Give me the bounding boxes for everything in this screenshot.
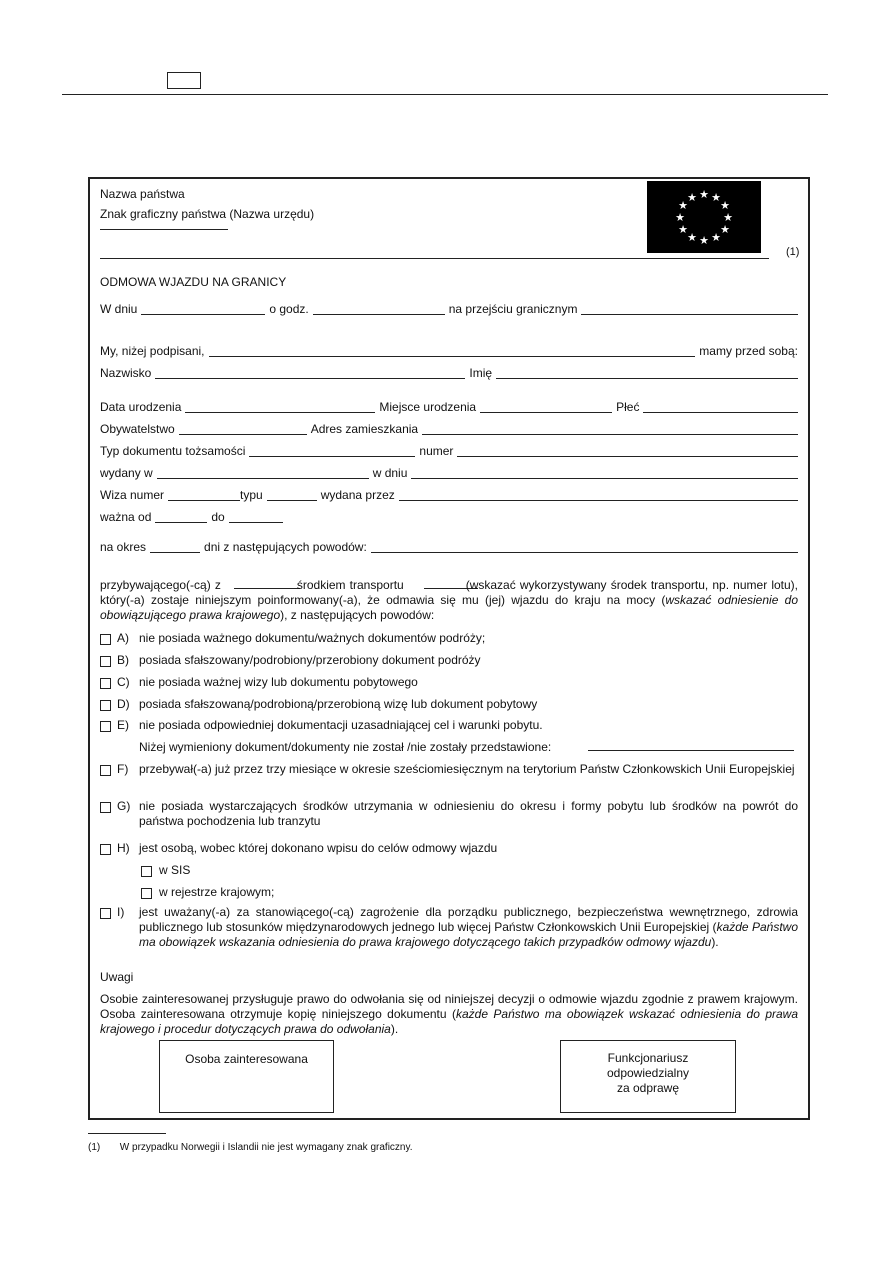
footnote [88, 1142, 413, 1154]
checkbox-b[interactable] [100, 656, 111, 667]
surname-field[interactable] [155, 367, 465, 379]
header-rule [62, 94, 828, 95]
address-label: Adres zamieszkania [310, 422, 419, 436]
reason-c-text: nie posiada ważnej wizy lub dokumentu pobytowego [139, 675, 418, 689]
footnote-ref: (1) [786, 246, 800, 258]
checkbox-c[interactable] [100, 678, 111, 689]
appeal-paragraph [100, 992, 798, 1037]
doc-number-field[interactable] [457, 445, 798, 457]
address-field[interactable] [422, 423, 798, 435]
row-period [100, 540, 798, 555]
visa-issuer-label: wydana przez [320, 488, 395, 502]
signed-field[interactable] [209, 345, 696, 357]
valid-to-field[interactable] [229, 511, 283, 523]
on-day-label: W dniu [100, 302, 138, 316]
citizenship-field[interactable] [179, 423, 307, 435]
crossing-field[interactable] [581, 303, 798, 315]
visa-number-field[interactable] [168, 489, 240, 501]
svg-text:★: ★ [687, 191, 697, 204]
issued-in-label: wydany w [100, 466, 153, 480]
reason-g-letter: G) [117, 799, 131, 813]
arrival-paragraph [100, 578, 798, 623]
transport-label: środkiem transportu [296, 578, 404, 592]
row-valid [100, 510, 300, 525]
svg-text:★: ★ [699, 234, 709, 247]
checkbox-f[interactable] [100, 765, 111, 776]
reason-i-end: ). [711, 935, 719, 949]
state-emblem-label: Znak graficzny państwa (Nazwa urzędu) [100, 207, 315, 221]
checkbox-h-sis[interactable] [141, 866, 152, 877]
signed-label: My, niżej podpisani, [100, 344, 205, 358]
svg-text:★: ★ [678, 199, 688, 212]
before-us-label: mamy przed sobą: [699, 344, 798, 358]
signature-officer-label-1: Funkcjonariusz [607, 1051, 689, 1065]
signature-officer-label-2: odpowiedzialny [606, 1066, 690, 1080]
row-date [100, 302, 798, 317]
row-citizen [100, 422, 798, 437]
date-field[interactable] [141, 303, 265, 315]
emblem-line [100, 229, 228, 230]
checkbox-h[interactable] [100, 844, 111, 855]
signature-officer-label-3: za odprawę [616, 1081, 680, 1095]
reason-i-italic: każde Państwo ma obowiązek wskazania odniesienia do prawa krajowego dotyczącego takich przypadków odmowy wjazdu [139, 920, 798, 949]
citizenship-label: Obywatelstwo [100, 422, 175, 436]
period-label: na okres [100, 540, 147, 554]
reason-a-text: nie posiada ważnego dokumentu/ważnych dokumentów podróży; [139, 631, 486, 645]
signature-person-box[interactable] [159, 1040, 334, 1113]
sex-field[interactable] [643, 401, 798, 413]
appeal-end: ). [390, 1022, 399, 1036]
issued-on-field[interactable] [411, 467, 798, 479]
visa-type-field[interactable] [267, 489, 317, 501]
h-sis-label: w SIS [159, 863, 191, 877]
footnote-rule [88, 1133, 166, 1134]
surname-label: Nazwisko [100, 366, 152, 380]
reason-e-letter: E) [117, 718, 129, 732]
missing-documents-field[interactable] [588, 750, 794, 751]
form-title: ODMOWA WJAZDU NA GRANICY [100, 275, 287, 289]
period-field[interactable] [150, 541, 200, 553]
doc-type-label: Typ dokumentu tożsamości [100, 444, 246, 458]
first-name-label: Imię [469, 366, 493, 380]
svg-text:★: ★ [720, 199, 730, 212]
reasons-field[interactable] [371, 541, 798, 553]
reason-i-letter: I) [117, 905, 125, 919]
row-visa [100, 488, 798, 503]
reason-b-text: posiada sfałszowany/podrobiony/przerobiony dokument podróży [139, 653, 481, 667]
svg-text:★: ★ [678, 223, 688, 236]
signature-person-label: Osoba zainteresowana [185, 1052, 308, 1066]
row-issued [100, 466, 798, 481]
checkbox-d[interactable] [100, 700, 111, 711]
reason-i-main: jest uważany(-a) za stanowiącego(-cą) zagrożenie dla porządku publicznego, bezpieczeństwa wewnętrznego, zdrowia publicznego lub stosunków międzynarodowych jednego lub więcej Państw Członkowskich Unii Europejskiej ( [139, 905, 798, 934]
checkbox-e[interactable] [100, 721, 111, 732]
checkbox-a[interactable] [100, 634, 111, 645]
reason-c-letter: C) [117, 675, 130, 689]
missing-documents-label: Niżej wymieniony dokument/dokumenty nie został /nie zostały przedstawione: [139, 740, 552, 754]
page-number-box [167, 72, 201, 89]
svg-text:★: ★ [723, 211, 733, 224]
row-doc [100, 444, 798, 459]
reason-g-text: nie posiada wystarczających środków utrzymania w odniesieniu do okresu i formy pobytu lub środków na powrót do państwa pochodzenia lub tranzytu [139, 799, 798, 828]
svg-text:★: ★ [687, 231, 697, 244]
appeal-text: Osobie zainteresowanej przysługuje prawo do odwołania się od niniejszej decyzji o odmowie wjazdu zgodnie z prawem krajowym. Osoba zainteresowana otrzymuje kopię niniejszego dokumentu ( [100, 992, 798, 1021]
hour-label: o godz. [269, 302, 309, 316]
arrival-text: (wskazać wykorzystywany środek transportu, np. numer lotu), który(-a) zostaje niniejszym poinformowany(-a), że odmawia się mu (jej) wjazdu do kraju na mocy ( [100, 578, 799, 607]
reason-e-text: nie posiada odpowiedniej dokumentacji uzasadniającej cel i warunki pobytu. [139, 718, 543, 732]
legal-reference-italic: wskazać odniesienie do obowiązującego prawa krajowego [100, 593, 798, 622]
arrival-end: ), z następujących powodów: [280, 608, 435, 622]
svg-text:★: ★ [720, 223, 730, 236]
row-name [100, 366, 798, 381]
footnote-marker: (1) [88, 1142, 101, 1153]
checkbox-h-national[interactable] [141, 888, 152, 899]
reason-h-letter: H) [117, 841, 130, 855]
svg-text:★: ★ [711, 191, 721, 204]
checkbox-i[interactable] [100, 908, 111, 919]
state-name-label: Nazwa państwa [100, 187, 185, 201]
reason-a-letter: A) [117, 631, 129, 645]
birth-date-label: Data urodzenia [100, 400, 182, 414]
doc-number-label: numer [419, 444, 454, 458]
svg-text:★: ★ [711, 231, 721, 244]
sex-label: Płeć [616, 400, 640, 414]
row-signed [100, 344, 798, 359]
reason-h-text: jest osobą, wobec której dokonano wpisu do celów odmowy wjazdu [139, 841, 498, 855]
reason-b-letter: B) [117, 653, 129, 667]
arrival-from-label: przybywającego(-cą) z [100, 578, 221, 592]
reason-d-text: posiada sfałszowaną/podrobioną/przerobioną wizę lub dokument pobytowy [139, 697, 538, 711]
valid-from-field[interactable] [155, 511, 207, 523]
hour-field[interactable] [313, 303, 445, 315]
birth-place-field[interactable] [480, 401, 612, 413]
issued-in-field[interactable] [157, 467, 369, 479]
birth-place-label: Miejsce urodzenia [379, 400, 477, 414]
remarks-label: Uwagi [100, 970, 134, 984]
doc-type-field[interactable] [249, 445, 415, 457]
reason-d-letter: D) [117, 697, 130, 711]
eu-flag-icon [647, 181, 761, 253]
crossing-label: na przejściu granicznym [448, 302, 578, 316]
days-reasons-label: dni z następujących powodów: [204, 540, 367, 554]
h-national-label: w rejestrze krajowym; [159, 885, 275, 899]
visa-type-label: typu [240, 488, 263, 502]
first-name-field[interactable] [496, 367, 798, 379]
form-frame [88, 177, 810, 1120]
visa-issuer-field[interactable] [399, 489, 798, 501]
footnote-text: W przypadku Norwegii i Islandii nie jest wymagany znak graficzny. [119, 1142, 413, 1153]
visa-number-label: Wiza numer [100, 488, 165, 502]
issued-on-label: w dniu [372, 466, 408, 480]
office-line [100, 258, 769, 259]
checkbox-g[interactable] [100, 802, 111, 813]
appeal-italic: każde Państwo ma obowiązek wskazać odniesienia do prawa krajowego i procedur dotyczących prawa do odwołania [100, 1007, 798, 1036]
reason-f-text: przebywał(-a) już przez trzy miesiące w okresie sześciomiesięcznym na terytorium Państw Członkowskich Unii Europejskiej [139, 762, 795, 776]
birth-date-field[interactable] [185, 401, 375, 413]
reason-f-letter: F) [117, 762, 129, 776]
valid-from-label: ważna od [100, 510, 152, 524]
svg-text:★: ★ [675, 211, 685, 224]
row-birth [100, 400, 798, 415]
svg-text:★: ★ [699, 188, 709, 201]
valid-to-label: do [211, 510, 225, 524]
signature-officer-box[interactable] [560, 1040, 736, 1113]
reason-i-text [139, 905, 798, 950]
